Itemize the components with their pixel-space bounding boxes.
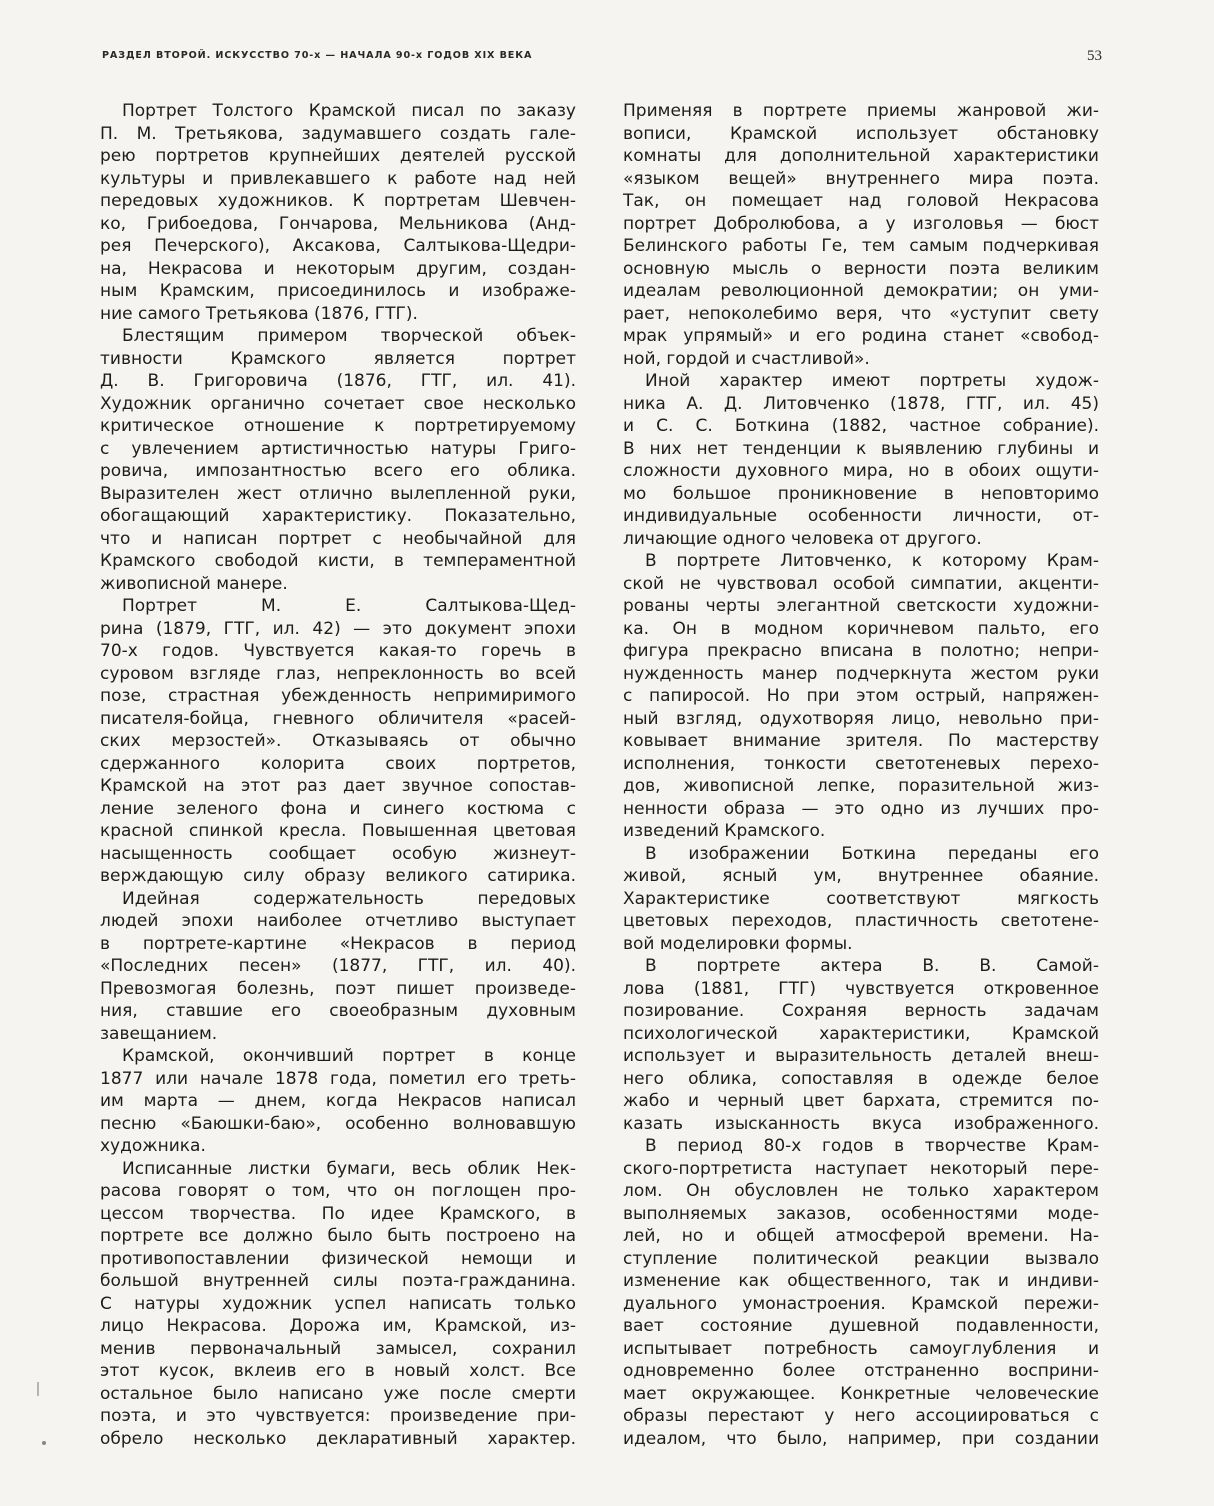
text-line: В портрете актера В. В. Самой- [645,956,1099,976]
text-line: с папиросой. Но при этом острый, напряжен- [623,686,1099,706]
text-line: ского-портретиста наступает некоторый пере- [623,1158,1099,1179]
text-line: ковывает внимание зрителя. По мастерству [623,731,1099,751]
text-line: исполнения, тонкости светотеневых перехо- [623,753,1099,774]
text-line: Портрет М. Е. Салтыкова-Щед- [122,596,576,616]
text-line: суровом взгляде глаз, непреклонность во всей [100,663,576,684]
text-line: цветовых переходов, пластичность светотене- [623,911,1099,931]
text-line: вой моделировки формы. [623,933,853,954]
text-line: мает окружающее. Конкретные человеческие [623,1383,1099,1404]
text-line: рею портретов крупнейших деятелей русской [100,146,576,166]
text-line: жабо и черный цвет бархата, стремится по- [623,1091,1099,1111]
text-line: «языком вещей» внутреннего мира поэта. [623,168,1099,189]
text-line: с увлечением артистичностью натуры Григо- [100,438,576,459]
text-line: ской не чувствовал особой симпатии, акценти- [623,573,1099,594]
text-line: этот кусок, вклеив его в новый холст. Все [100,1361,576,1381]
text-line: комнаты для дополнительной характеристики [623,146,1099,166]
left-text-column [100,100,576,1450]
text-line: в портрете-картине «Некрасов в период [100,933,576,954]
text-line: Применяя в портрете приемы жанровой жи- [623,101,1099,121]
text-line: цессом творчества. По идее Крамского, в [100,1203,576,1224]
right-text-column [623,100,1099,1450]
text-line: испытывает потребность самоуглубления и [623,1338,1099,1359]
text-line: живописной манере. [100,573,288,594]
text-line: Белинского работы Ге, тем самым подчеркивая [623,236,1099,256]
text-line: Крамского свободой кисти, в темпераментной [100,551,576,571]
scan-artifact-mark [37,1382,39,1396]
text-line: противопоставлении физической немощи и [100,1248,576,1269]
text-line: изведений Крамского. [623,821,826,841]
text-line: остальное было написано уже после смерти [100,1383,576,1404]
text-line: ление зеленого фона и синего костюма с [100,798,576,819]
text-line: ние самого Третьякова (1876, ГТГ). [100,303,418,324]
text-line: мрак упрямый» и его родина станет «свобод- [623,326,1099,346]
text-line: использует и выразительность деталей внеш- [623,1046,1099,1066]
text-line: Характеристике соответствуют мягкость [623,888,1099,909]
text-line: ко, Грибоедова, Гончарова, Мельникова (Анд- [100,213,576,234]
text-line: С натуры художник успел написать только [100,1293,576,1314]
text-line: что и написан портрет с необычайной для [100,528,576,549]
text-line: Выразителен жест отлично вылепленной руки, [100,483,576,504]
text-line: В период 80-х годов в творчестве Крам- [645,1136,1099,1156]
text-line: рованы черты элегантной светскости художни- [623,596,1099,616]
text-line: идеалом, что было, например, при создании [623,1428,1099,1449]
text-line: Крамской, окончивший портрет в конце [122,1046,576,1066]
text-line: песню «Баюшки-баю», особенно волновавшую [100,1113,576,1134]
text-line: и С. С. Боткина (1882, частное собрание). [623,416,1099,436]
text-line: живой, ясный ум, внутреннее обаяние. [623,866,1099,886]
text-line: портрет Добролюбова, а у изголовья — бюст [623,213,1099,234]
text-line: ника А. Д. Литовченко (1878, ГТГ, ил. 45) [623,393,1099,414]
text-line: сложности духовного мира, но в обоих ощути- [623,461,1099,481]
text-line: Превозмогая болезнь, поэт пишет произведе- [100,978,576,999]
text-line: позе, страстная убежденность непримиримого [100,686,576,706]
text-line: казать изысканность вкуса изображенного. [623,1113,1099,1134]
text-line: Иной характер имеют портреты худож- [645,371,1099,391]
text-line: поэта, и это чувствуется: произведение при- [100,1406,576,1426]
text-line: ка. Он в модном коричневом пальто, его [623,618,1099,639]
text-line: ным Крамским, присоединилось и изображе- [100,281,576,301]
text-line: Исписанные листки бумаги, весь облик Нек- [122,1158,576,1179]
text-line: В изображении Боткина переданы его [645,843,1099,864]
text-line: дуального умонастроения. Крамской пережи- [623,1293,1099,1314]
text-line: менив первоначальный замысел, сохранил [100,1338,576,1359]
text-line: Идейная содержательность передовых [122,888,576,909]
text-line: обрело несколько декларативный характер. [100,1428,576,1449]
text-line: рина (1879, ГТГ, ил. 42) — это документ эпохи [100,618,576,639]
text-line: культуры и привлекавшего к работе над ней [100,168,576,189]
text-line: на, Некрасова и некоторым другим, создан- [100,258,576,279]
text-line: индивидуальные особенности личности, от- [623,506,1099,526]
text-line: фигура прекрасно вписана в полотно; непри- [623,641,1099,661]
text-line: личающие одного человека от другого. [623,528,982,549]
text-line: художника. [100,1136,206,1156]
running-title: РАЗДЕЛ ВТОРОЙ. ИСКУССТВО 70-х — НАЧАЛА 90-х ГОДОВ XIX ВЕКА [102,50,533,61]
text-line: мо большое проникновение в неповторимо [623,483,1099,504]
text-line: ступление политической реакции вызвало [623,1248,1099,1269]
text-line: передовых художников. К портретам Шевчен- [100,191,576,211]
text-line: ной, гордой и счастливой». [623,348,870,369]
text-line: позирование. Сохраняя верность задачам [623,1001,1099,1021]
text-line: вает состояние душевной подавленности, [623,1316,1099,1336]
text-line: 70-х годов. Чувствуется какая-то горечь в [100,641,576,661]
text-line: людей эпохи наиболее отчетливо выступает [100,911,576,931]
text-line: лова (1881, ГТГ) чувствуется откровенное [623,978,1099,999]
text-line: рея Печерского), Аксакова, Салтыкова-Щедри- [100,236,576,256]
text-line: ный взгляд, одухотворяя лицо, невольно при- [623,708,1099,729]
text-line: портрете все должно было быть построено на [100,1226,576,1246]
text-line: им марта — днем, когда Некрасов написал [100,1091,576,1111]
text-line: Блестящим примером творческой объек- [122,326,576,346]
text-line: завещанием. [100,1023,218,1044]
text-line: красной спинкой кресла. Повышенная цветовая [100,821,576,841]
text-line: нужденность манер подчеркнута жестом руки [623,663,1099,684]
text-line: Портрет Толстого Крамской писал по заказу [122,101,576,121]
text-line: расова говорят о том, что он поглощен про- [100,1181,576,1201]
text-line: В них нет тенденции к выявлению глубины и [623,438,1099,459]
page-number: 53 [1087,48,1102,64]
text-line: выполняемых заказов, особенностями моде- [623,1203,1099,1224]
text-line: писателя-бойца, гневного обличителя «расей- [100,708,576,729]
text-line: идеалам революционной демократии; он уми- [623,281,1099,301]
text-line: ских мерзостей». Отказываясь от обычно [100,731,576,751]
text-line: образы перестают у него ассоциироваться с [623,1406,1099,1426]
text-line: изменение как общественного, так и индиви- [623,1271,1099,1291]
text-line: 1877 или начале 1878 года, пометил его треть- [100,1068,576,1089]
text-line: критическое отношение к портретируемому [100,416,576,436]
text-line: большой внутренней силы поэта-гражданина. [100,1271,576,1291]
page-header [102,48,1102,68]
text-line: Художник органично сочетает свое несколько [100,393,576,414]
text-line: психологической характеристики, Крамской [623,1023,1099,1044]
scan-artifact-dot [42,1441,46,1445]
text-line: вописи, Крамской использует обстановку [623,123,1099,144]
text-line: основную мысль о верности поэта великим [623,258,1099,279]
text-line: насыщенность сообщает особую жизнеут- [100,843,576,864]
text-line: обогащающий характеристику. Показательно, [100,506,576,526]
text-line: В портрете Литовченко, к которому Крам- [645,551,1099,571]
text-line: ровича, импозантностью всего его облика. [100,461,576,481]
text-line: тивности Крамского является портрет [100,348,576,369]
text-line: рает, непоколебимо веря, что «уступит свету [623,303,1099,324]
text-line: ненности образа — это одно из лучших про- [623,798,1099,819]
text-line: Крамской на этот раз дает звучное сопостав- [100,776,576,796]
text-line: него облика, сопоставляя в одежде белое [623,1068,1099,1089]
text-line: лей, но и общей атмосферой времени. На- [623,1226,1099,1246]
text-line: ния, ставшие его своеобразным духовным [100,1001,576,1021]
text-line: дов, живописной лепке, поразительной жиз- [623,776,1099,796]
text-line: П. М. Третьякова, задумавшего создать гале- [100,123,576,144]
text-line: одновременно более отстраненно восприни- [623,1361,1099,1381]
text-line: Д. В. Григоровича (1876, ГТГ, ил. 41). [100,371,576,391]
text-line: лом. Он обусловлен не только характером [623,1181,1099,1201]
text-line: лицо Некрасова. Дорожа им, Крамской, из- [100,1316,576,1336]
text-line: «Последних песен» (1877, ГТГ, ил. 40). [100,956,576,976]
text-line: сдержанного колорита своих портретов, [100,753,576,774]
text-line: верждающую силу образу великого сатирика. [100,866,576,886]
text-line: Так, он помещает над головой Некрасова [623,191,1099,211]
